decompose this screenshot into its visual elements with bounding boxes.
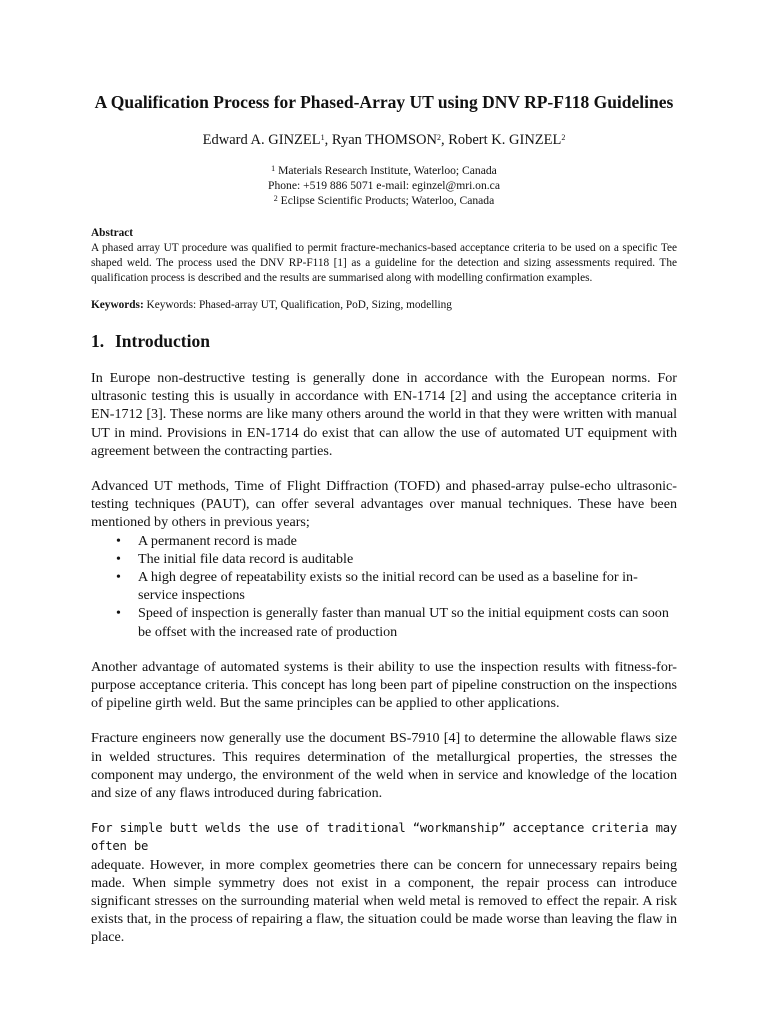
keywords [91,298,677,313]
affil-mark: 1 [271,164,276,173]
author-separator: , [324,132,332,148]
contact-line: Phone: +519 886 5071 e-mail: eginzel@mri.on.ca [268,179,500,192]
abstract-heading: Abstract [91,227,134,239]
list-item-text: Speed of inspection is generally faster than manual UT so the initial equipment costs can soon be offset with the increased rate of production [138,605,669,640]
affil-mark: 2 [273,194,278,203]
abstract [91,226,677,286]
body-paragraph [91,477,677,641]
list-item [91,568,677,604]
list-item [91,550,677,568]
affiliation-1 [91,163,677,178]
keywords-label: Keywords: [91,299,144,311]
body-paragraph: Another advantage of automated systems is their ability to use the inspection results with fitness-for-purpose acceptance criteria. This concept has long been part of pipeline construction on the inspections of pipeline girth weld. But the same principles can be applied to other applications. [91,658,677,712]
bullet-list [91,532,677,641]
list-item-text: A high degree of repeatability exists so the initial record can be used as a baseline for in-service inspections [138,569,638,604]
list-item [91,604,677,640]
abstract-text: A phased array UT procedure was qualified to permit fracture-mechanics-based acceptance criteria to be used on a specific Tee shaped weld. The process used the DNV RP-F118 [1] as a guideline for the detection and sizing assessments required. The qualification process is described and the results are summarised along with modelling confirmation examples. [91,242,677,284]
author-name: Robert K. GINZEL [448,132,562,148]
paper-title: A Qualification Process for Phased-Array UT using DNV RP-F118 Guidelines [94,92,674,112]
affiliation-2 [91,193,677,208]
section-heading [91,330,677,352]
section-number: 1. [91,331,105,351]
paper-page [91,92,677,947]
paragraph-text: Advanced UT methods, Time of Flight Diffraction (TOFD) and phased-array pulse-echo ultrasonic-testing techniques (PAUT), can offer several advantages over manual techniques. These have been mentioned by others in previous years; [91,478,677,531]
author-name: Edward A. GINZEL [202,132,321,148]
bullet-icon: • [116,532,121,549]
author-affil-mark: 1 [320,133,325,142]
body-paragraph: Fracture engineers now generally use the document BS-7910 [4] to determine the allowable flaws size in welded structures. This requires determination of the metallurgical properties, the stresses the component may undergo, the environment of the weld when in service and knowledge of the location and size of any flaws introduced during fabrication. [91,730,677,802]
author-affil-mark: 2 [561,133,566,142]
bullet-icon: • [116,605,121,622]
bullet-icon: • [116,569,121,586]
section-title: Introduction [115,331,210,351]
list-item-text: A permanent record is made [138,532,297,549]
body-paragraph: In Europe non-destructive testing is generally done in accordance with the European norms. For ultrasonic testing this is usually in accordance with EN-1714 [2] and using the acceptance criteria in EN-1712 [3]. These norms are like many others around the world in that they were written with manual UT in mind. Provisions in EN-1714 do exist that can allow the use of automated UT equipment with agreement between the contracting parties. [91,370,677,459]
paragraph-first-line: For simple butt welds the use of traditional “workmanship” acceptance criteria may often be [91,821,677,854]
list-item [91,532,677,550]
list-item-text: The initial file data record is auditable [138,550,354,567]
author-name: Ryan THOMSON [331,132,437,148]
author-separator: , [440,132,449,148]
affiliation-text: Eclipse Scientific Products; Waterloo, Canada [277,194,495,207]
bullet-icon: • [116,550,121,567]
affiliation-text: Materials Research Institute, Waterloo; Canada [275,164,497,177]
author-list [91,131,677,149]
body-paragraph [91,819,677,946]
paragraph-text: adequate. However, in more complex geometries there can be concern for unnecessary repairs being made. When simple symmetry does not exist in a component, the repair process can introduce significant stresses on the surrounding material when weld metal is removed to effect the repair. A risk exists that, in the process of repairing a flaw, the situation could be made worse than leaving the flaw in place. [91,856,677,946]
keywords-text: Keywords: Phased-array UT, Qualification, PoD, Sizing, modelling [143,299,452,311]
author-affil-mark: 2 [436,133,441,142]
affiliations [91,163,677,208]
